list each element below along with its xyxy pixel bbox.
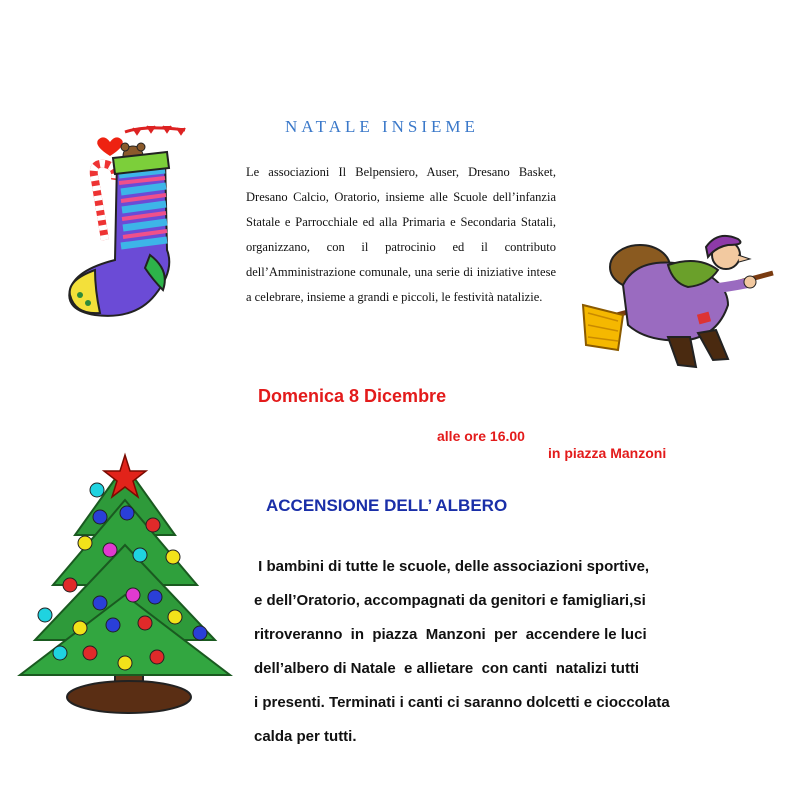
description-line: e dell’Oratorio, accompagnati da genitori e famigliari,si bbox=[254, 592, 646, 609]
description-line: ritroveranno in piazza Manzoni per accendere le luci bbox=[254, 626, 647, 643]
description-line: dell’albero di Natale e allietare con canti natalizi tutti bbox=[254, 660, 640, 677]
christmas-tree-illustration bbox=[15, 445, 235, 745]
event-place: in piazza Manzoni bbox=[548, 445, 667, 461]
event-time: alle ore 16.00 bbox=[437, 428, 525, 444]
event-date: Domenica 8 Dicembre bbox=[258, 386, 447, 406]
description-line: calda per tutti. bbox=[254, 728, 357, 745]
event-headline: ACCENSIONE DELL’ ALBERO bbox=[266, 496, 508, 515]
intro-paragraph: Le associazioni Il Belpensiero, Auser, Dresano Basket, Dresano Calcio, Oratorio, insieme alle Scuole dell’infanzia Statale e Parrocchiale ed alla Primaria e Secondaria Statali, organizzano, con il patrocinio ed il contributo dell’Amministrazione comunale, una serie di iniziative intese a celebrare, insieme a grandi e piccoli, le festività natalizie. bbox=[246, 165, 556, 304]
befana-witch-illustration bbox=[578, 225, 778, 380]
description-line: I bambini di tutte le scuole, delle associazioni sportive, bbox=[254, 558, 650, 575]
page-title: NATALE INSIEME bbox=[285, 117, 479, 136]
description-line: i presenti. Terminati i canti ci saranno dolcetti e cioccolata bbox=[254, 694, 670, 711]
christmas-stocking-illustration bbox=[55, 120, 195, 330]
